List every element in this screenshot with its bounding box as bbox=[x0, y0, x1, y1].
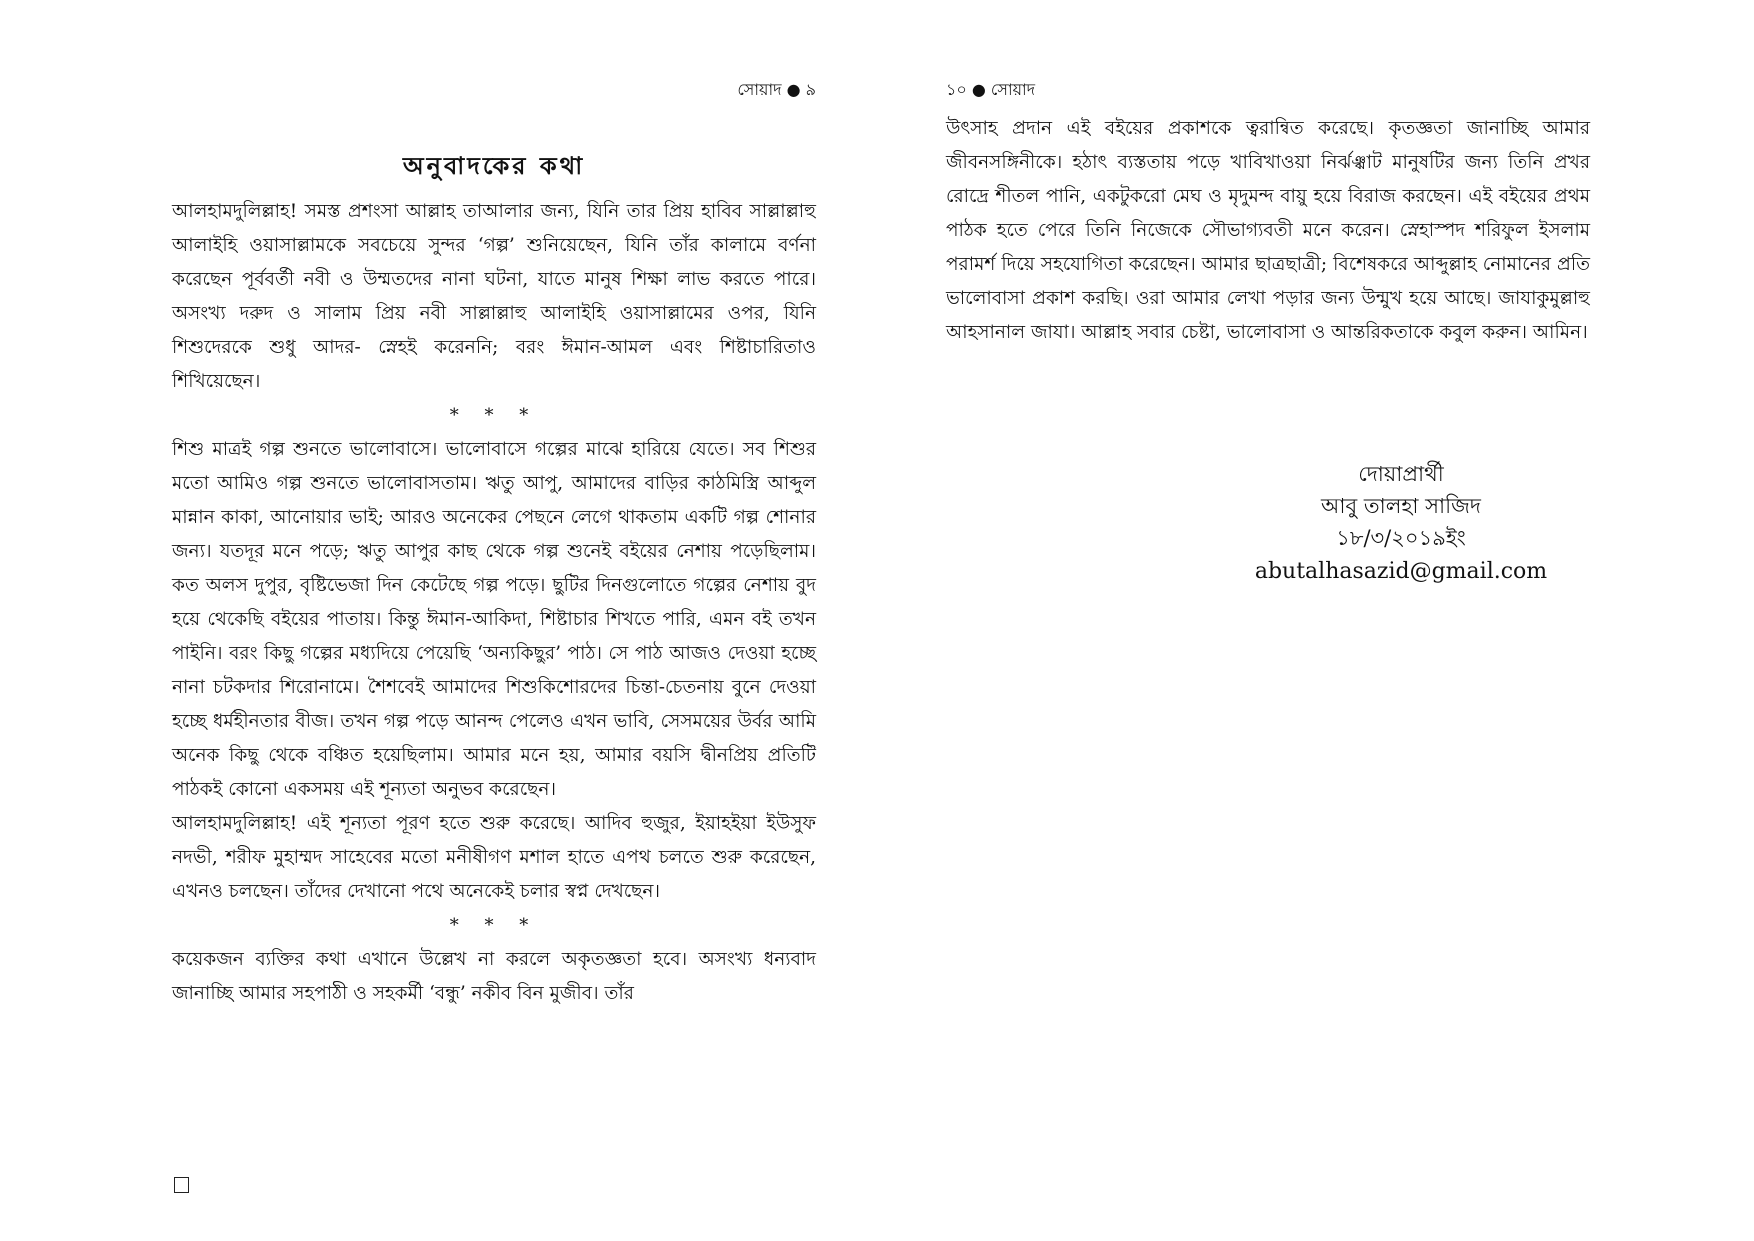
paragraph-3: আলহামদুলিল্লাহ! এই শূন্যতা পূরণ হতে শুরু করেছে। আদিব হুজুর, ইয়াহইয়া ইউসুফ নদভী, শরীফ মুহাম্মদ সাহেবের মতো মনীষীগণ মশাল হাতে এপথ চলতে শুরু করেছেন, এখনও চলছেন। তাঁদের দেখানো পথে অনেকেই চলার স্বপ্ন দেখছেন। bbox=[172, 813, 816, 902]
right-paragraph: উৎসাহ প্রদান এই বইয়ের প্রকাশকে ত্বরান্বিত করেছে। কৃতজ্ঞতা জানাচ্ছি আমার জীবনসঙ্গিনীকে। হঠাৎ ব্যস্ততায় পড়ে খাবিখাওয়া নির্ঝঞ্ঝাট মানুষটির জন্য তিনি প্রখর রোদ্রে শীতল পানি, একটুকরো মেঘ ও মৃদুমন্দ বায়ু হয়ে বিরাজ করছেন। এই বইয়ের প্রথম পাঠক হতে পেরে তিনি নিজেকে সৌভাগ্যবতী মনে করেন। স্নেহাস্পদ শরিফুল ইসলাম পরামর্শ দিয়ে সহযোগিতা করেছেন। আমার ছাত্রছাত্রী; বিশেষকরে আব্দুল্লাহ নোমানের প্রতি ভালোবাসা প্রকাশ করছি। ওরা আমার লেখা পড়ার জন্য উন্মুখ হয়ে আছে। জাযাকুমুল্লাহু আহসানাল জাযা। আল্লাহ সবার চেষ্টা, ভালোবাসা ও আন্তরিকতাকে কবুল করুন। আমিন। bbox=[946, 118, 1590, 343]
paragraph-1: আলহামদুলিল্লাহ! সমস্ত প্রশংসা আল্লাহ তাআলার জন্য, যিনি তার প্রিয় হাবিব সাল্লাল্লাহু আলাইহি ওয়াসাল্লামকে সবচেয়ে সুন্দর ‘গল্প’ শুনিয়েছেন, যিনি তাঁর কালামে বর্ণনা করেছেন পূর্ববর্তী নবী ও উম্মতদের নানা ঘটনা, যাতে মানুষ শিক্ষা লাভ করতে পারে। অসংখ্য দরুদ ও সালাম প্রিয় নবী সাল্লাল্লাহু আলাইহি ওয়াসাল্লামের ওপর, যিনি শিশুদেরকে শুধু আদর- স্নেহই করেননি; বরং ঈমান-আমল এবং শিষ্টাচারিতাও শিখিয়েছেন। bbox=[172, 201, 816, 392]
left-running-head: সোয়াদ ● ৯ bbox=[737, 80, 816, 99]
right-running-head: ১০ ● সোয়াদ bbox=[946, 80, 1036, 99]
signature-email: abutalhasazid@gmail.com bbox=[1254, 559, 1548, 584]
paragraph-4: কয়েকজন ব্যক্তির কথা এখানে উল্লেখ না করলে অকৃতজ্ঞতা হবে। অসংখ্য ধন্যবাদ জানাচ্ছি আমার সহপাঠী ও সহকর্মী ‘বন্ধু’ নকীব বিন মুজীব। তাঁর bbox=[172, 949, 816, 1004]
section-separator-2: * * * bbox=[449, 915, 539, 936]
paragraph-2: শিশু মাত্রই গল্প শুনতে ভালোবাসে। ভালোবাসে গল্পের মাঝে হারিয়ে যেতে। সব শিশুর মতো আমিও গল্প শুনতে ভালোবাসতাম। ঋতু আপু, আমাদের বাড়ির কাঠমিস্ত্রি আব্দুল মান্নান কাকা, আনোয়ার ভাই; আরও অনেকের পেছনে লেগে থাকতাম একটি গল্প শোনার জন্য। যতদূর মনে পড়ে; ঋতু আপুর কাছ থেকে গল্প শুনেই বইয়ের নেশায় পড়েছিলাম। কত অলস দুপুর, বৃষ্টিভেজা দিন কেটেছে গল্প পড়ে। ছুটির দিনগুলোতে গল্পের নেশায় বুদ হয়ে থেকেছি বইয়ের পাতায়। কিন্তু ঈমান-আকিদা, শিষ্টাচার শিখতে পারি, এমন বই তখন পাইনি। বরং কিছু গল্পের মধ্যদিয়ে পেয়েছি ‘অন্যকিছুর’ পাঠ। সে পাঠ আজও দেওয়া হচ্ছে নানা চটকদার শিরোনামে। শৈশবেই আমাদের শিশুকিশোরদের চিন্তা-চেতনায় বুনে দেওয়া হচ্ছে ধর্মহীনতার বীজ। তখন গল্প পড়ে আনন্দ পেলেও এখন ভাবি, সেসময়ের উর্বর আমি অনেক কিছু থেকে বঞ্চিত হয়েছিলাম। আমার মনে হয়, আমার বয়সি দ্বীনপ্রিয় প্রতিটি পাঠকই কোনো একসময় এই শূন্যতা অনুভব করেছেন। bbox=[172, 439, 816, 800]
signature-date: ১৮/৩/২০১৯ইং bbox=[1336, 526, 1466, 550]
chapter-title: অনুবাদকের কথা bbox=[402, 151, 586, 180]
right-page bbox=[946, 0, 1590, 1241]
left-page bbox=[172, 0, 816, 1241]
right-body-text bbox=[946, 112, 1590, 350]
section-separator-1: * * * bbox=[449, 405, 539, 426]
signature-greeting: দোয়াপ্রার্থী bbox=[1358, 462, 1444, 486]
empty-box-icon bbox=[174, 1177, 189, 1193]
signature-block bbox=[1221, 458, 1581, 588]
signature-name: আবু তালহা সাজিদ bbox=[1321, 494, 1481, 518]
left-body-text bbox=[172, 195, 816, 1011]
